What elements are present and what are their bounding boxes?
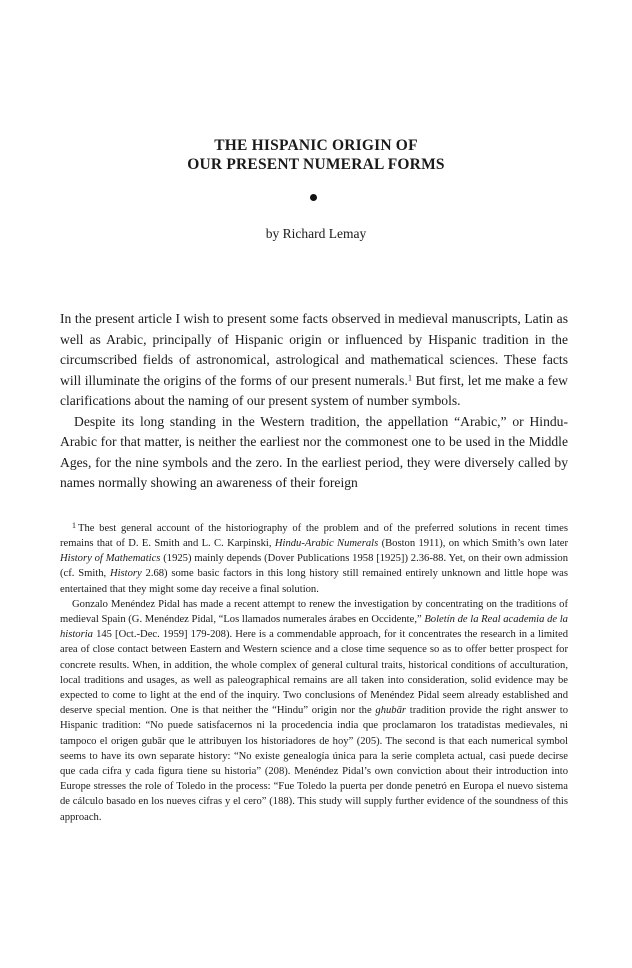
footnote-text: (Boston 1911), on which Smith’s own later <box>378 537 568 549</box>
title-hindu-arabic-numerals: Hindu-Arabic Numerals <box>274 537 379 549</box>
title-line-1: THE HISPANIC ORIGIN OF <box>214 137 418 154</box>
footnote-text: 145 [Oct.-Dec. 1959] 179-208). Here is a commendable approach, for it concentrates the research in a limited area of close contact between Eastern and Western science and a close time sequence so as to offer better prospect for concrete results. When, in addition, the whole complex of general cultural traits, historical conditions of acculturation, local traditions and usages, as well as paleographical remains are all taken into consideration, solid evidence may be expected to come to light at the end of the inquiry. Two conclusions of Menéndez Pidal seem already established and deserve special mention. One is that neither the “Hindu” origin nor the <box>60 629 568 717</box>
paragraph-2: Despite its long standing in the Western tradition, the appellation “Arabic,” or Hindu-Arabic for that matter, is neither the earliest nor the commonest one to be used in the Middle Ages, for the nine symbols and the zero. In the earliest period, they were diversely called by names normally showing an awareness of their foreign <box>60 413 568 490</box>
footnote-1 <box>60 518 568 597</box>
footnote-reference: 1 <box>407 371 413 382</box>
term-ghubar: ghubār <box>375 705 407 717</box>
title-history-of-mathematics: History of Mathematics <box>60 553 161 565</box>
footnote-mark: 1 <box>72 521 76 530</box>
ornament-bullet <box>310 194 317 201</box>
footnote-text: tradition provide the right answer to Hispanic tradition: “No puede satisfacernos ni la procedencia india que proclamaron los tratadistas medievales, ni tampoco el origen gubār que le attribuyen los historiadores de hoy” (205). The second is that each numerical symbol seems to have its own separate history: “No existe genealogía única para la serie completa actual, casi puede decirse que cada cifra y cada figura tiene su historia” (208). Menéndez Pidal’s own conviction about their introduction into Europe stresses the role of Toledo in the process: “Fue Toledo la puerta per donde penetró en Europa el nuevo sistema de cálculo basado en los nueves cifras y el cero” (188). This study will supply further evidence of the soundness of this approach. <box>60 705 568 823</box>
title-boletin: Boletín de la Real academia de la historia <box>60 614 568 641</box>
author-byline: by Richard Lemay <box>265 226 367 241</box>
footnotes <box>60 518 568 825</box>
body-text <box>60 309 568 494</box>
paragraph-1-text-cont: But first, let me make a few clarifications about the naming of our present system of number symbols. <box>60 372 568 408</box>
footnote-text: The best general account of the historiography of the problem and of the preferred solutions in recent times remains that of D. E. Smith and L. C. Karpinski, <box>60 522 568 549</box>
footnote-text: Gonzalo Menéndez Pidal has made a recent attempt to renew the investigation by concentrating on the traditions of medieval Spain (G. Menéndez Pidal, “Los llamados numerales árabes en Occidente,” <box>60 598 568 625</box>
paragraph-1 <box>60 309 568 412</box>
article-title <box>0 136 632 174</box>
title-history: History <box>109 568 142 580</box>
paragraph-1-text: In the present article I wish to present some facts observed in medieval manuscripts, Latin as well as Arabic, principally of Hispanic origin or influenced by Hispanic tradition in the circumscribed fields of astronomical, astrological and mathematical sciences. These facts will illuminate the origins of the forms of our present numerals. <box>60 311 568 388</box>
title-line-2: OUR PRESENT NUMERAL FORMS <box>187 156 445 173</box>
footnote-text: 2.68) some basic factors in this long history still remained entirely unknown and little hope was entertained that they might some day receive a final solution. <box>60 568 569 595</box>
footnote-text: (1925) mainly depends (Dover Publications 1958 [1925]) 2.36-88. Yet, on their own admission (cf. Smith, <box>60 553 568 580</box>
footnote-1-continued <box>60 597 568 825</box>
